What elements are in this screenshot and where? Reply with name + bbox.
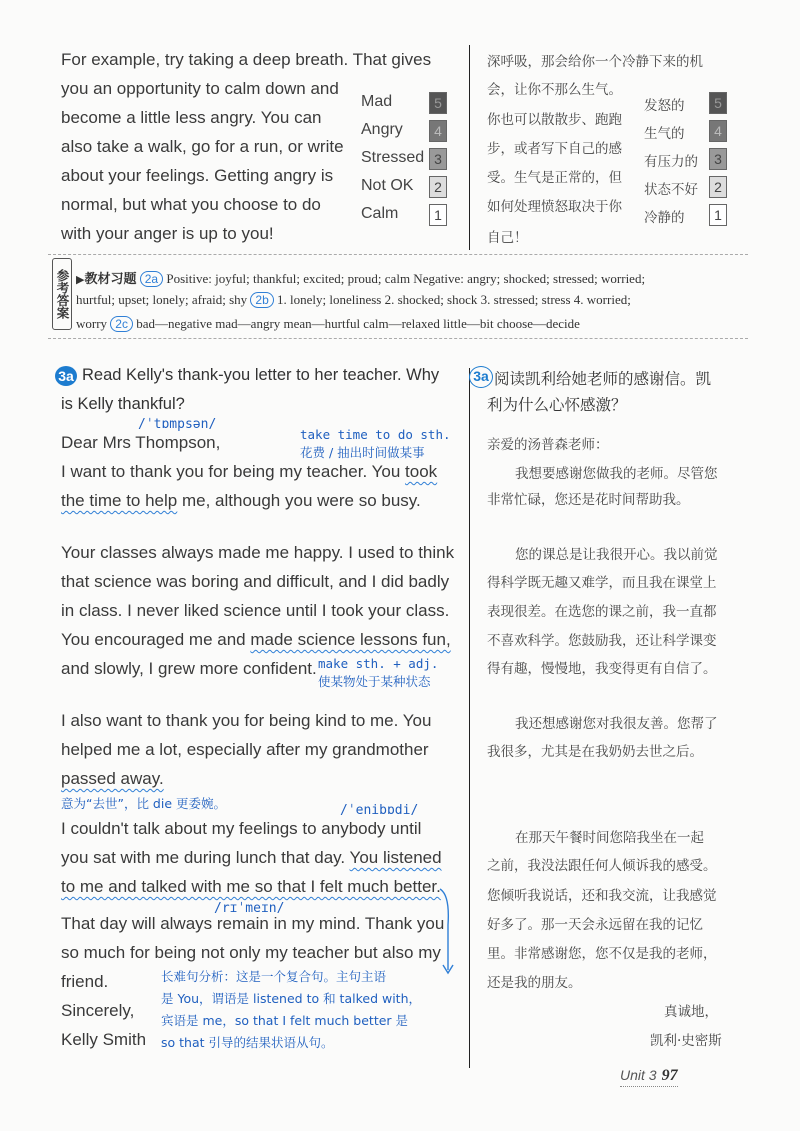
zh-letter-line: 我想要感谢您做我的老师。尽管您 <box>515 466 718 482</box>
page-footer <box>620 1065 678 1087</box>
highlight-took: took <box>405 462 438 481</box>
mood-label-zh: 有压力的 <box>644 154 698 170</box>
mood-level-box: 2 <box>709 176 727 198</box>
mood-label-zh: 冷静的 <box>644 210 685 226</box>
letter-closing: Sincerely, <box>61 1001 135 1020</box>
mood-level-box: 1 <box>709 204 727 226</box>
top-en-line: you an opportunity to calm down and <box>61 79 339 98</box>
letter-line: so much for being not only my teacher but also my <box>61 943 441 962</box>
letter-line: that science was boring and difficult, and I did badly <box>61 572 450 591</box>
mood-label: Stressed <box>361 149 425 166</box>
analysis-line: 是 You，谓语是 listened to 和 talked with， <box>161 991 422 1006</box>
ipa-remain: /rɪˈmeɪn/ <box>214 901 285 916</box>
section-badge-3a: 3a <box>55 366 77 386</box>
exercise-badge-2b: 2b <box>250 292 273 308</box>
mood-label: Calm <box>361 205 399 222</box>
answers-top-border <box>48 254 748 255</box>
answers-2a: Positive: joyful; thankful; excited; proud; calm Negative: angry; shocked; stressed; worried; <box>166 271 646 286</box>
mood-level-box: 1 <box>429 204 447 226</box>
top-en-line: also take a walk, go for a run, or write <box>61 137 344 156</box>
zh-letter-line: 我还想感谢您对我很友善。您帮了 <box>515 716 718 732</box>
zh-letter-signature: 凯利·史密斯 <box>650 1033 722 1049</box>
mood-level-box: 4 <box>429 120 447 142</box>
top-en-line: For example, try taking a deep breath. That gives <box>61 50 432 69</box>
letter-signature: Kelly Smith <box>61 1030 147 1049</box>
section-3a-question-zh-cont: 利为什么心怀感激？ <box>487 396 627 414</box>
answers-bottom-border <box>48 338 748 339</box>
section-3a-question-cont: is Kelly thankful? <box>61 395 185 413</box>
zh-letter-line: 您倾听我说话，还和我交流，让我感觉 <box>487 888 717 904</box>
footer-unit: Unit 3 <box>620 1067 657 1083</box>
letter-line: helped me a lot, especially after my grandmother <box>61 740 429 759</box>
zh-letter-line: 得科学既无趣又难学，而且我在课堂上 <box>487 575 717 591</box>
section-badge-3a-zh: 3a <box>469 366 493 388</box>
answers-line-3 <box>76 316 580 332</box>
answers-2b-cont: worry <box>76 316 108 331</box>
column-divider-lower <box>469 368 470 1068</box>
letter-line: I couldn't talk about my feelings to anybody until <box>61 819 422 838</box>
letter-line: That day will always remain in my mind. Thank you <box>61 914 445 933</box>
zh-letter-line: 好多了。那一天会永远留在我的记忆 <box>487 917 703 933</box>
top-zh-line: 会，让你不那么生气。 <box>487 82 622 98</box>
top-en-line: about your feelings. Getting angry is <box>61 166 334 185</box>
mood-label: Mad <box>361 93 393 110</box>
letter-line: in class. I never liked science until I took your class. <box>61 601 450 620</box>
zh-letter-line: 里。非常感谢您，您不仅是我的老师， <box>487 946 717 962</box>
letter-line <box>61 877 441 897</box>
zh-letter-line: 您的课总是让我很开心。我以前觉 <box>515 547 718 563</box>
exercise-badge-2c: 2c <box>110 316 133 332</box>
column-divider <box>469 45 470 250</box>
zh-letter-line: 在那天午餐时间您陪我坐在一起 <box>515 830 704 846</box>
letter-line <box>61 848 442 868</box>
mood-level-box: 4 <box>709 120 727 142</box>
zh-letter-closing: 真诚地， <box>664 1004 718 1020</box>
top-zh-line: 如何处理愤怒取决于你 <box>487 199 622 215</box>
zh-letter-line: 表现很差。在选您的课之前，我一直都 <box>487 604 717 620</box>
letter-line <box>61 769 164 789</box>
top-en-line: become a little less angry. You can <box>61 108 322 127</box>
mood-level-box: 3 <box>429 148 447 170</box>
analysis-arrow-icon <box>436 885 456 980</box>
analysis-line: so that 引导的结果状语从句。 <box>161 1035 334 1050</box>
top-zh-line: 深呼吸，那会给你一个冷静下来的机 <box>487 54 703 70</box>
note-pass-away: 意为“去世”，比 die 更委婉。 <box>61 796 226 811</box>
letter-text: You encouraged me and <box>61 630 251 649</box>
letter-text: me, although you were so busy. <box>177 491 421 510</box>
answers-2b: 1. lonely; loneliness 2. shocked; shock 3. stressed; stress 4. worried; <box>277 292 631 307</box>
zh-letter-line: 还是我的朋友。 <box>487 975 582 991</box>
mood-label: Angry <box>361 121 403 138</box>
highlight-you-listened: You listened <box>349 848 442 867</box>
highlight-made-science-fun: made science lessons fun, <box>250 630 451 649</box>
zh-letter-line: 我很多，尤其是在我奶奶去世之后。 <box>487 744 703 760</box>
letter-line: friend. <box>61 972 109 991</box>
mood-label-zh: 发怒的 <box>644 98 685 114</box>
highlight-the-time-to-help: the time to help <box>61 491 178 510</box>
answers-title: 教材习题 <box>84 272 137 287</box>
answers-2a-cont: hurtful; upset; lonely; afraid; shy <box>76 292 248 307</box>
section-3a-question-zh: 阅读凯利给她老师的感谢信。凯 <box>494 370 712 388</box>
zh-letter-line: 不喜欢科学。您鼓励我，还让科学课变 <box>487 633 717 649</box>
top-zh-line: 步，或者写下自己的感 <box>487 141 622 157</box>
letter-text: you sat with me during lunch that day. <box>61 848 350 867</box>
letter-line: Your classes always made me happy. I used to think <box>61 543 455 562</box>
ipa-thompson: /ˈtɒmpsən/ <box>138 417 217 432</box>
top-zh-line: 你也可以散散步、跑跑 <box>487 112 622 128</box>
top-en-line: with your anger is up to you! <box>61 224 274 243</box>
zh-letter-line: 得有趣，慢慢地，我变得更有自信了。 <box>487 661 717 677</box>
letter-greeting: Dear Mrs Thompson, <box>61 433 221 452</box>
mood-level-box: 5 <box>429 92 447 114</box>
top-zh-line: 自己！ <box>487 230 528 246</box>
answers-side-label: 参考答案 <box>52 258 72 330</box>
section-3a-question: Read Kelly's thank-you letter to her teacher. Why <box>82 366 440 384</box>
zh-letter-greeting: 亲爱的汤普森老师： <box>487 437 609 453</box>
letter-text: I want to thank you for being my teacher. You <box>61 462 401 481</box>
analysis-line: 长难句分析：这是一个复合句。主句主语 <box>161 969 387 984</box>
footer-page-number: 97 <box>661 1067 678 1084</box>
ipa-anybody: /ˈenibɒdi/ <box>340 803 419 818</box>
note-take-time-en: take time to do sth. <box>300 427 451 442</box>
mood-label: Not OK <box>361 177 414 194</box>
answers-2c: bad—negative mad—angry mean—hurtful calm—relaxed little—bit choose—decide <box>136 316 580 331</box>
note-make-zh: 使某物处于某种状态 <box>318 674 431 689</box>
note-take-time-zh: 花费 / 抽出时间做某事 <box>300 445 425 460</box>
highlight-passed-away: passed away. <box>61 769 164 788</box>
mood-level-box: 5 <box>709 92 727 114</box>
letter-line: and slowly, I grew more confident. <box>61 659 317 678</box>
zh-letter-line: 之前，我没法跟任何人倾诉我的感受。 <box>487 858 717 874</box>
mood-label-zh: 状态不好 <box>644 182 698 198</box>
analysis-line: 宾语是 me，so that I felt much better 是 <box>161 1013 409 1028</box>
highlight-long-sentence: to me and talked with me so that I felt much better. <box>61 877 441 896</box>
top-zh-line: 受。生气是正常的，但 <box>487 170 622 186</box>
mood-label-zh: 生气的 <box>644 126 685 142</box>
zh-letter-line: 非常忙碌，您还是花时间帮助我。 <box>487 492 690 508</box>
exercise-badge-2a: 2a <box>140 271 163 287</box>
mood-level-box: 3 <box>709 148 727 170</box>
letter-line <box>61 630 451 650</box>
letter-line <box>61 462 437 482</box>
answers-line-1: ▶教材习题 2a Positive: joyful; thankful; excited; proud; calm Negative: angry; shocked; stressed; worried; <box>76 271 646 287</box>
answers-line-2 <box>76 292 631 308</box>
top-en-line: normal, but what you choose to do <box>61 195 321 214</box>
mood-level-box: 2 <box>429 176 447 198</box>
letter-line: I also want to thank you for being kind to me. You <box>61 711 432 730</box>
note-make-en: make sth. + adj. <box>318 656 439 671</box>
letter-line <box>61 491 421 511</box>
